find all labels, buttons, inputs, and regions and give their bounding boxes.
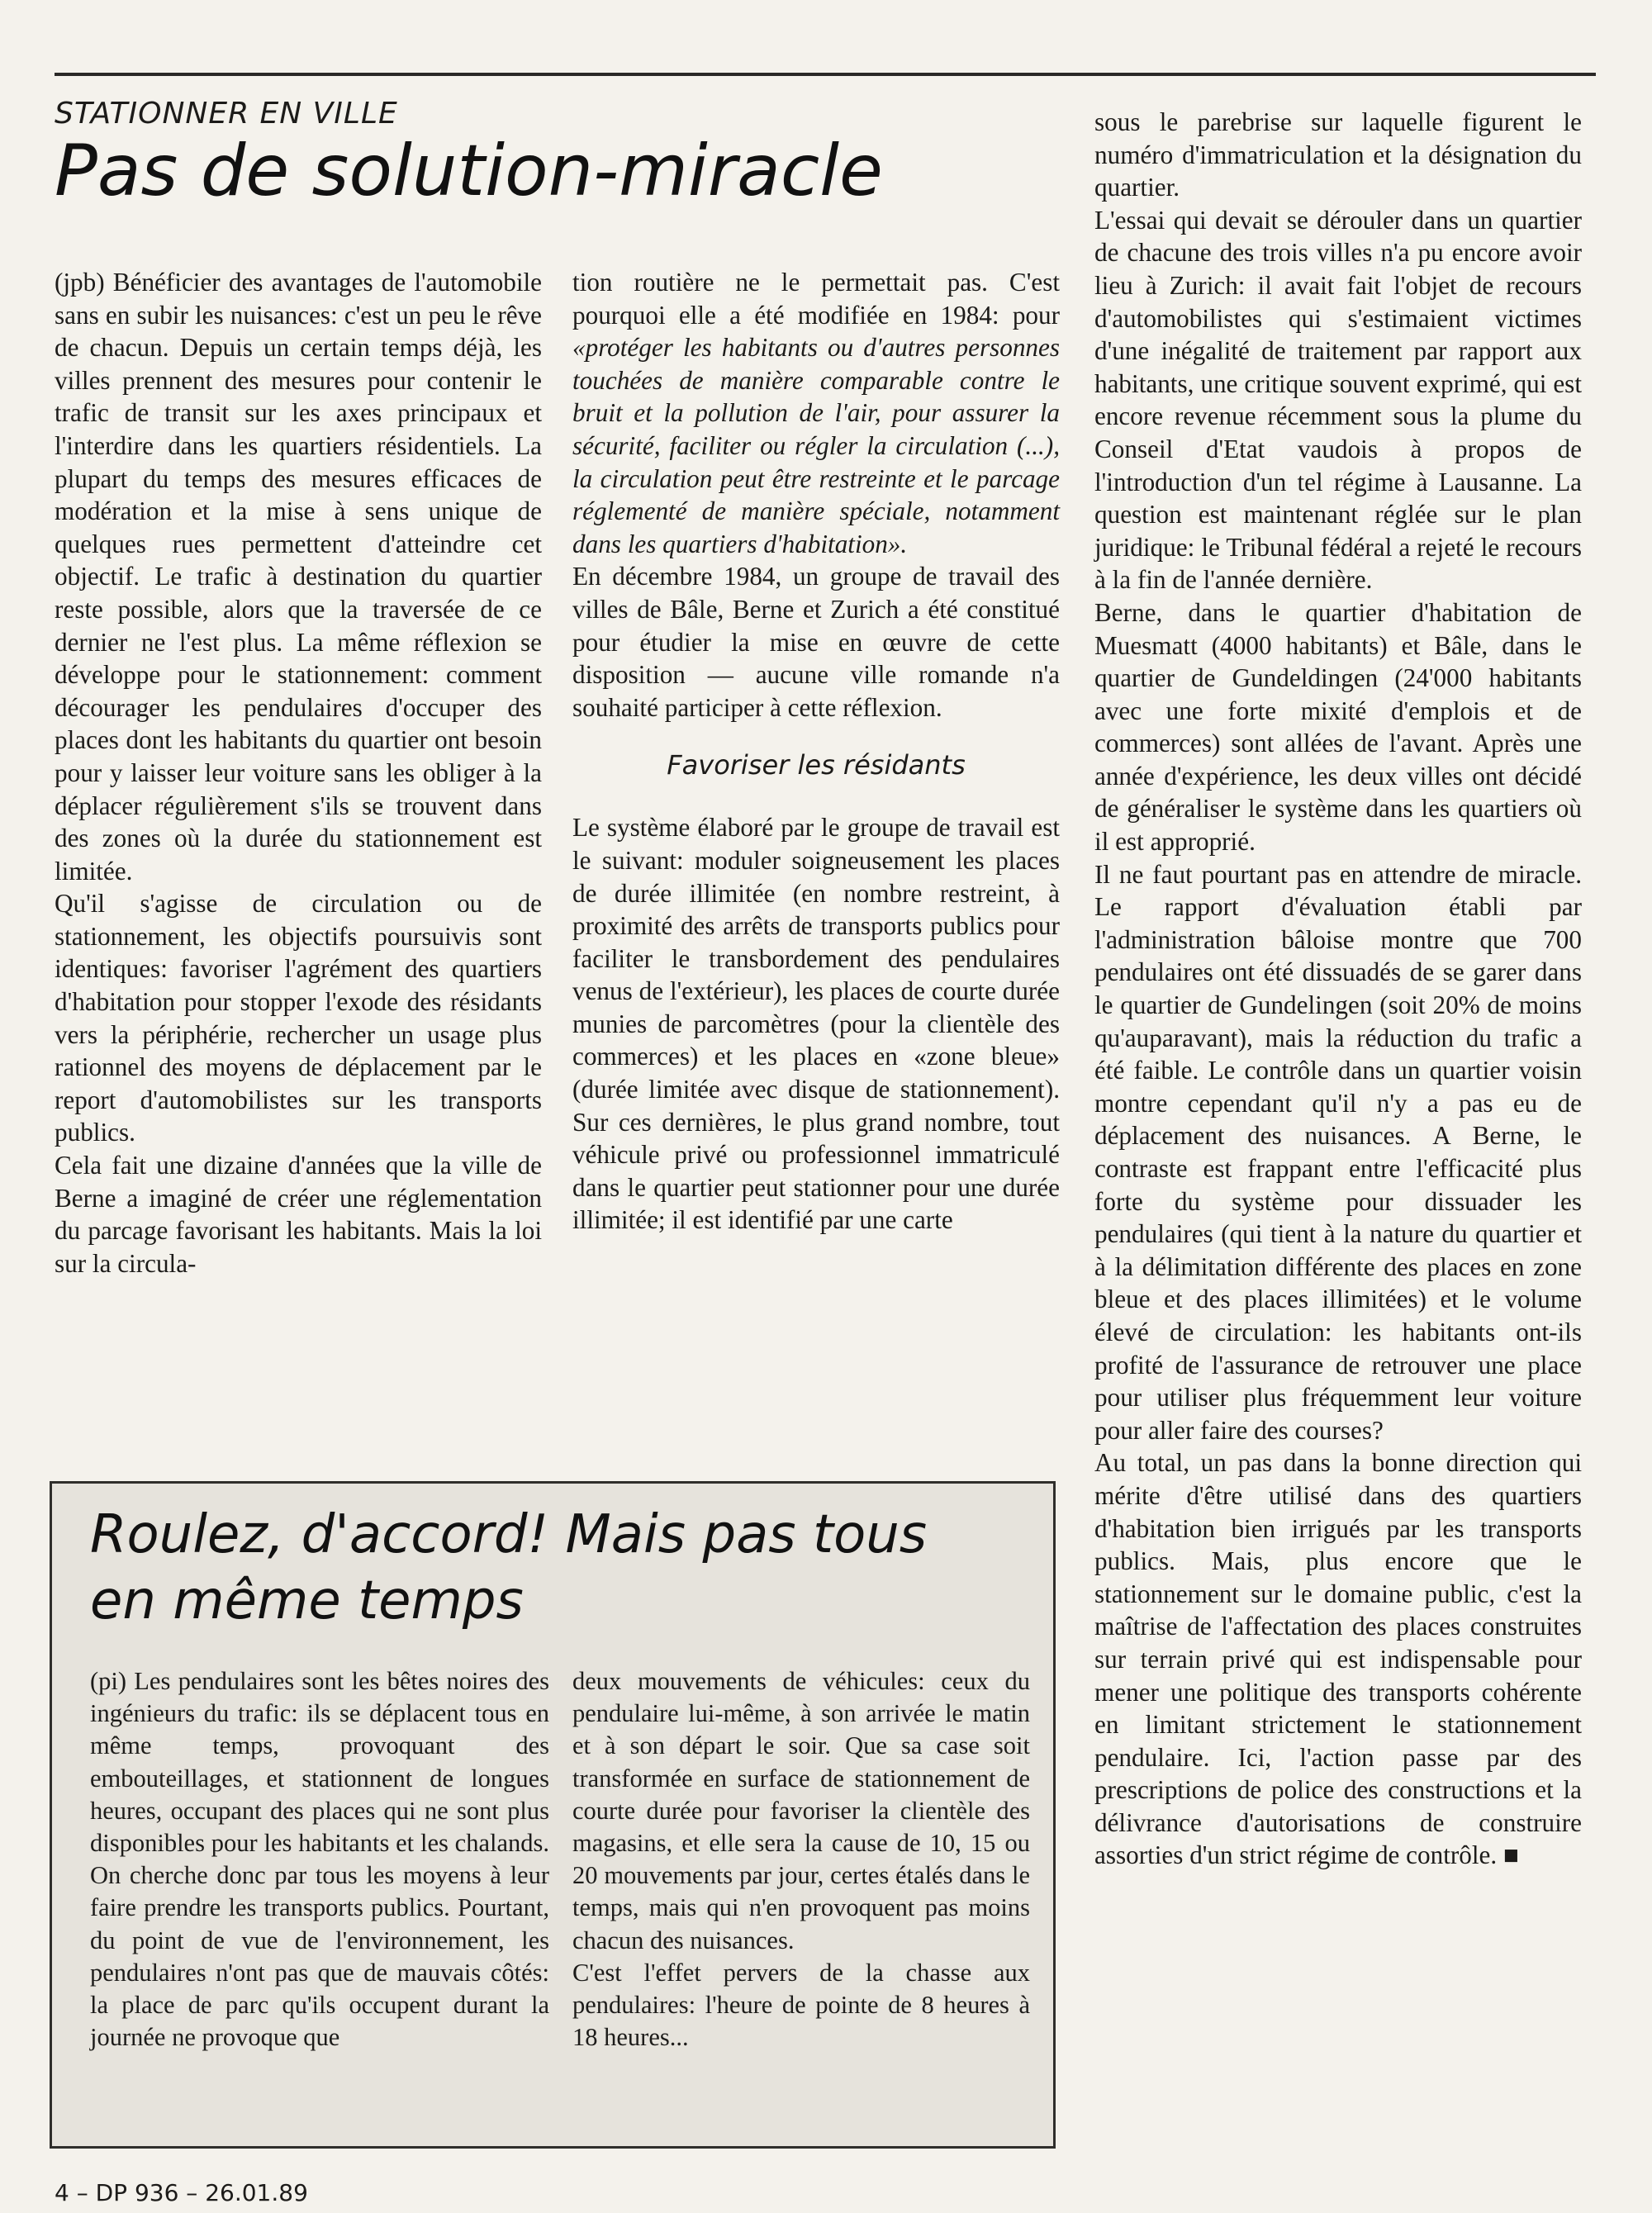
- article-paragraph: Il ne faut pourtant pas en attendre de miracle. Le rapport d'évaluation établi par l'administration bâloise montre que 700 pendulaires ont été dissuadés de se garer dans le quartier de Gundelingen (soit 20% de moins qu'auparavant), mais la réduction du trafic a été faible. Le contrôle dans un quartier voisin montre cependant qu'il n'y a pas eu de déplacement des nuisances. A Berne, le contraste est frappant entre l'efficacité plus forte du système pour dissuader les pendulaires (qui tient à la nature du quartier et à la délimitation différente des places en zone bleue et des places illimitées) et le volume élevé de circulation: les habitants ont-ils profité de l'assurance de retrouver une place pour utiliser plus fréquemment leur voiture pour aller faire des courses?: [1094, 859, 1582, 1445]
- article-paragraph: [572, 266, 1060, 560]
- box-headline: [90, 1502, 927, 1634]
- box-paragraph: deux mouvements de véhicules: ceux du pendulaire lui-même, à son arrivée le matin et à son départ le soir. Que sa case soit transformée en surface de stationnement de courte durée pour favoriser la clientèle des magasins, et elle sera la cause de 10, 15 ou 20 mouvements par jour, certes étalés dans le temps, mais qui n'en provoquent pas moins chacun des nuisances.: [572, 1667, 1030, 1954]
- law-quote: «protéger les habitants ou d'autres personnes touchées de manière comparable contre le bruit et la pollution de l'air, pour assurer la sécurité, faciliter ou régler la circulation (...), la circulation peut être restreinte et le parcage réglementé de manière spéciale, notamment dans les quartiers d'habitation».: [572, 333, 1060, 558]
- article-column-1: [55, 266, 542, 1280]
- article-headline: Pas de solution-miracle: [55, 130, 883, 212]
- article-paragraph: Qu'il s'agisse de circulation ou de stationnement, les objectifs poursuivis sont identiques: favoriser l'agrément des quartiers d'habitation pour stopper l'exode des résidants vers la périphérie, rechercher un usage plus rationnel des moyens de déplacement par le report d'automobilistes sur les transports publics.: [55, 889, 542, 1147]
- page-footer: 4 – DP 936 – 26.01.89: [55, 2179, 308, 2206]
- article-column-2: [572, 266, 1060, 1237]
- paragraph-intro: tion routière ne le permettait pas. C'est pourquoi elle a été modifiée en 1984: pour: [572, 268, 1060, 330]
- article-kicker: STATIONNER EN VILLE: [55, 97, 398, 131]
- article-column-3: [1094, 106, 1582, 1872]
- top-rule: [55, 73, 1596, 76]
- box-column-2: [572, 1665, 1030, 2054]
- box-headline-line: Roulez, d'accord! Mais pas tous: [90, 1504, 928, 1565]
- box-headline-line: en même temps: [90, 1570, 524, 1631]
- box-paragraph: (pi) Les pendulaires sont les bêtes noires des ingénieurs du trafic: ils se déplacent tous en même temps, provoquant des embouteillages, et stationnent de longues heures, occupant des places qui ne sont plus disponibles pour les habitants et les chalands. On cherche donc par tous les moyens à leur faire prendre les transports publics. Pourtant, du point de vue de l'environnement, les pendulaires n'ont pas que de mauvais côtés: la place de parc qu'ils occupent durant la journée ne provoque que: [90, 1667, 549, 2052]
- article-paragraph: Le système élaboré par le groupe de travail est le suivant: moduler soigneusement les places de durée illimitée (en nombre restreint, à proximité des arrêts de transports publics pour faciliter le transbordement des pendulaires venus de l'extérieur), les places de courte durée munies de parcomètres (pour la clientèle des commerces) et les places en «zone bleue» (durée limitée avec disque de stationnement). Sur ces dernières, le plus grand nombre, tout véhicule privé ou professionnel immatriculé dans le quartier peut stationner pour une durée illimitée; il est identifié par une carte: [572, 813, 1060, 1235]
- sidebar-box: [50, 1481, 1056, 2149]
- box-column-1: [90, 1665, 549, 2054]
- article-paragraph: sous le parebrise sur laquelle figurent le numéro d'immatriculation et la désignation du quartier.: [1094, 107, 1582, 202]
- section-subhead: Favoriser les résidants: [667, 749, 966, 781]
- article-paragraph: (jpb) Bénéficier des avantages de l'automobile sans en subir les nuisances: c'est un peu le rêve de chacun. Depuis un certain temps déjà, les villes prennent des mesures pour contenir le trafic de transit sur les axes principaux et l'interdire dans les quartiers résidentiels. La plupart du temps des mesures efficaces de modération et la mise à sens unique de quelques rues permettent d'atteindre cet objectif. Le trafic à destination du quartier reste possible, alors que la traversée de ce dernier ne l'est plus. La même réflexion se développe pour le stationnement: comment décourager les pendulaires d'occuper des places dont les habitants du quartier ont besoin pour y laisser leur voiture sans les obliger à la déplacer régulièrement s'ils se trouvent dans des zones où la durée du stationnement est limitée.: [55, 268, 542, 886]
- article-paragraph: L'essai qui devait se dérouler dans un quartier de chacune des trois villes n'a pu encore avoir lieu à Zurich: il avait fait l'objet de recours d'automobilistes qui s'estimaient victimes d'une inégalité de traitement par rapport aux habitants, une critique souvent exprimé, qui est encore revenue récemment sous la plume du Conseil d'Etat vaudois à propos de l'introduction d'un tel régime à Lausanne. La question est maintenant réglée sur le plan juridique: le Tribunal fédéral a rejeté le recours à la fin de l'année dernière.: [1094, 205, 1582, 595]
- article-paragraph: Au total, un pas dans la bonne direction qui mérite d'être utilisé dans des quartiers d'habitation bien irrigués par les transports publics. Mais, plus encore que le stationnement sur le domaine public, c'est la maîtrise de l'affectation des places construites sur terrain privé qui est indispensable pour mener une politique des transports cohérente en limitant strictement le stationnement pendulaire. Ici, l'action passe par des prescriptions de police des constructions et la délivrance d'autorisations de construire assorties d'un strict régime de contrôle. ■: [1094, 1448, 1582, 1870]
- article-paragraph: Cela fait une dizaine d'années que la ville de Berne a imaginé de créer une réglementation du parcage favorisant les habitants. Mais la loi sur la circula-: [55, 1151, 542, 1278]
- article-paragraph: Berne, dans le quartier d'habitation de Muesmatt (4000 habitants) et Bâle, dans le quartier de Gundeldingen (24'000 habitants avec une forte mixité d'emplois et de commerces) sont allées de l'avant. Après une année d'expérience, les deux villes ont décidé de généraliser le système dans les quartiers où il est approprié.: [1094, 597, 1582, 857]
- article-paragraph: En décembre 1984, un groupe de travail des villes de Bâle, Berne et Zurich a été constitué pour étudier la mise en œuvre de cette disposition — aucune ville romande n'a souhaité participer à cette réflexion.: [572, 562, 1060, 722]
- box-paragraph: C'est l'effet pervers de la chasse aux pendulaires: l'heure de pointe de 8 heures à 18 heures...: [572, 1958, 1030, 2052]
